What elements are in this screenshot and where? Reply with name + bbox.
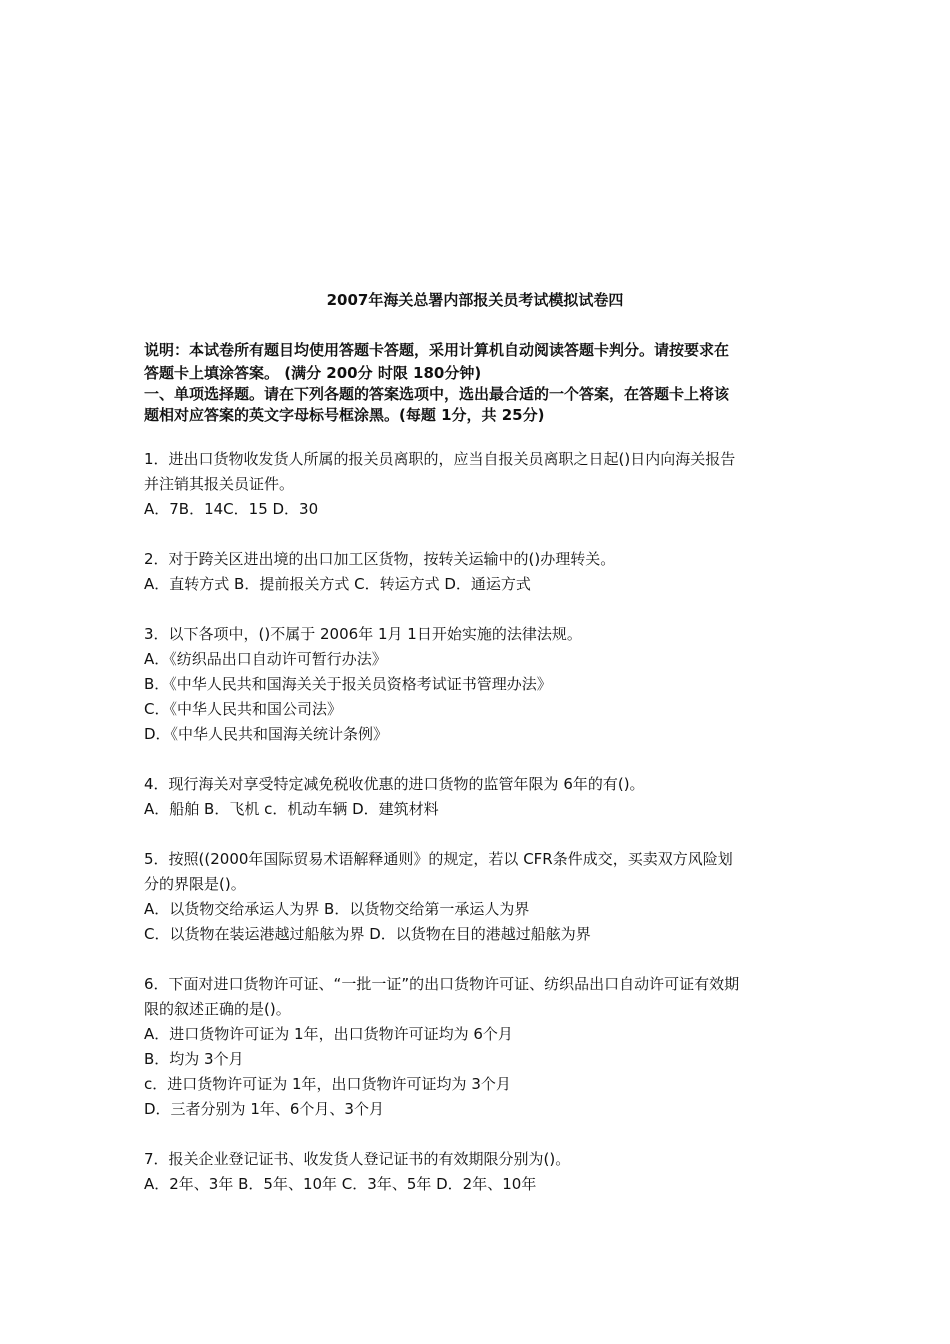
question-options: A．7B．14C．15 D．30: [144, 500, 319, 518]
exam-instructions: [144, 338, 812, 426]
question-text: 并注销其报关员证件。: [144, 475, 295, 493]
question-text: 7．报关企业登记证书、收发货人登记证书的有效期限分别为()。: [144, 1150, 571, 1168]
question-1: [144, 447, 812, 522]
question-option: A．《纺织品出口自动许可暂行办法》: [144, 650, 387, 668]
section-heading-line: 题相对应答案的英文字母标号框涂黑。(每题 1分，共 25分): [144, 406, 545, 424]
instruction-line: 答题卡上填涂答案。 (满分 200分 时限 180分钟): [144, 364, 482, 382]
question-text: 1．进出口货物收发货人所属的报关员离职的，应当自报关员离职之日起()日内向海关报告: [144, 450, 736, 468]
spacer: [144, 822, 812, 847]
question-option: A．进口货物许可证为 1年，出口货物许可证均为 6个月: [144, 1025, 513, 1043]
question-text: 分的界限是()。: [144, 875, 246, 893]
question-5: [144, 847, 812, 947]
question-7: [144, 1147, 812, 1197]
question-option: D．《中华人民共和国海关统计条例》: [144, 725, 389, 743]
spacer: [144, 597, 812, 622]
question-text: 5．按照((2000年国际贸易术语解释通则》的规定，若以 CFR条件成交，买卖双方风险划: [144, 850, 733, 868]
section-heading-line: 一、单项选择题。请在下列各题的答案选项中，选出最合适的一个答案，在答题卡上将该: [144, 385, 730, 403]
question-options: A．2年、3年 B．5年、10年 C．3年、5年 D．2年、10年: [144, 1175, 537, 1193]
question-option: c．进口货物许可证为 1年，出口货物许可证均为 3个月: [144, 1075, 511, 1093]
question-option: B．《中华人民共和国海关关于报关员资格考试证书管理办法》: [144, 675, 552, 693]
instruction-line: 说明：本试卷所有题目均使用答题卡答题，采用计算机自动阅读答题卡判分。请按要求在: [144, 341, 730, 359]
question-text: 2．对于跨关区进出境的出口加工区货物，按转关运输中的()办理转关。: [144, 550, 616, 568]
question-options: A．船舶 B．飞机 c．机动车辆 D．建筑材料: [144, 800, 439, 818]
question-2: [144, 547, 812, 597]
question-text: 限的叙述正确的是()。: [144, 1000, 291, 1018]
question-3: [144, 622, 812, 747]
question-text: 6．下面对进口货物许可证、“一批一证”的出口货物许可证、纺织品出口自动许可证有效期: [144, 975, 740, 993]
spacer: [144, 522, 812, 547]
question-options: C．以货物在装运港越过船舷为界 D．以货物在目的港越过船舷为界: [144, 925, 591, 943]
question-option: C．《中华人民共和国公司法》: [144, 700, 342, 718]
spacer: [144, 947, 812, 972]
question-options: A．以货物交给承运人为界 B．以货物交给第一承运人为界: [144, 900, 530, 918]
document-title: 2007年海关总署内部报关员考试模拟试卷四: [326, 291, 624, 309]
question-4: [144, 772, 812, 822]
question-list: [144, 447, 812, 1197]
question-option: B．均为 3个月: [144, 1050, 244, 1068]
spacer: [144, 1122, 812, 1147]
spacer: [144, 747, 812, 772]
question-6: [144, 972, 812, 1122]
question-text: 3．以下各项中，()不属于 2006年 1月 1日开始实施的法律法规。: [144, 625, 582, 643]
question-options: A．直转方式 B．提前报关方式 C．转运方式 D．通运方式: [144, 575, 531, 593]
question-text: 4．现行海关对享受特定减免税收优惠的进口货物的监管年限为 6年的有()。: [144, 775, 645, 793]
question-option: D．三者分别为 1年、6个月、3个月: [144, 1100, 384, 1118]
